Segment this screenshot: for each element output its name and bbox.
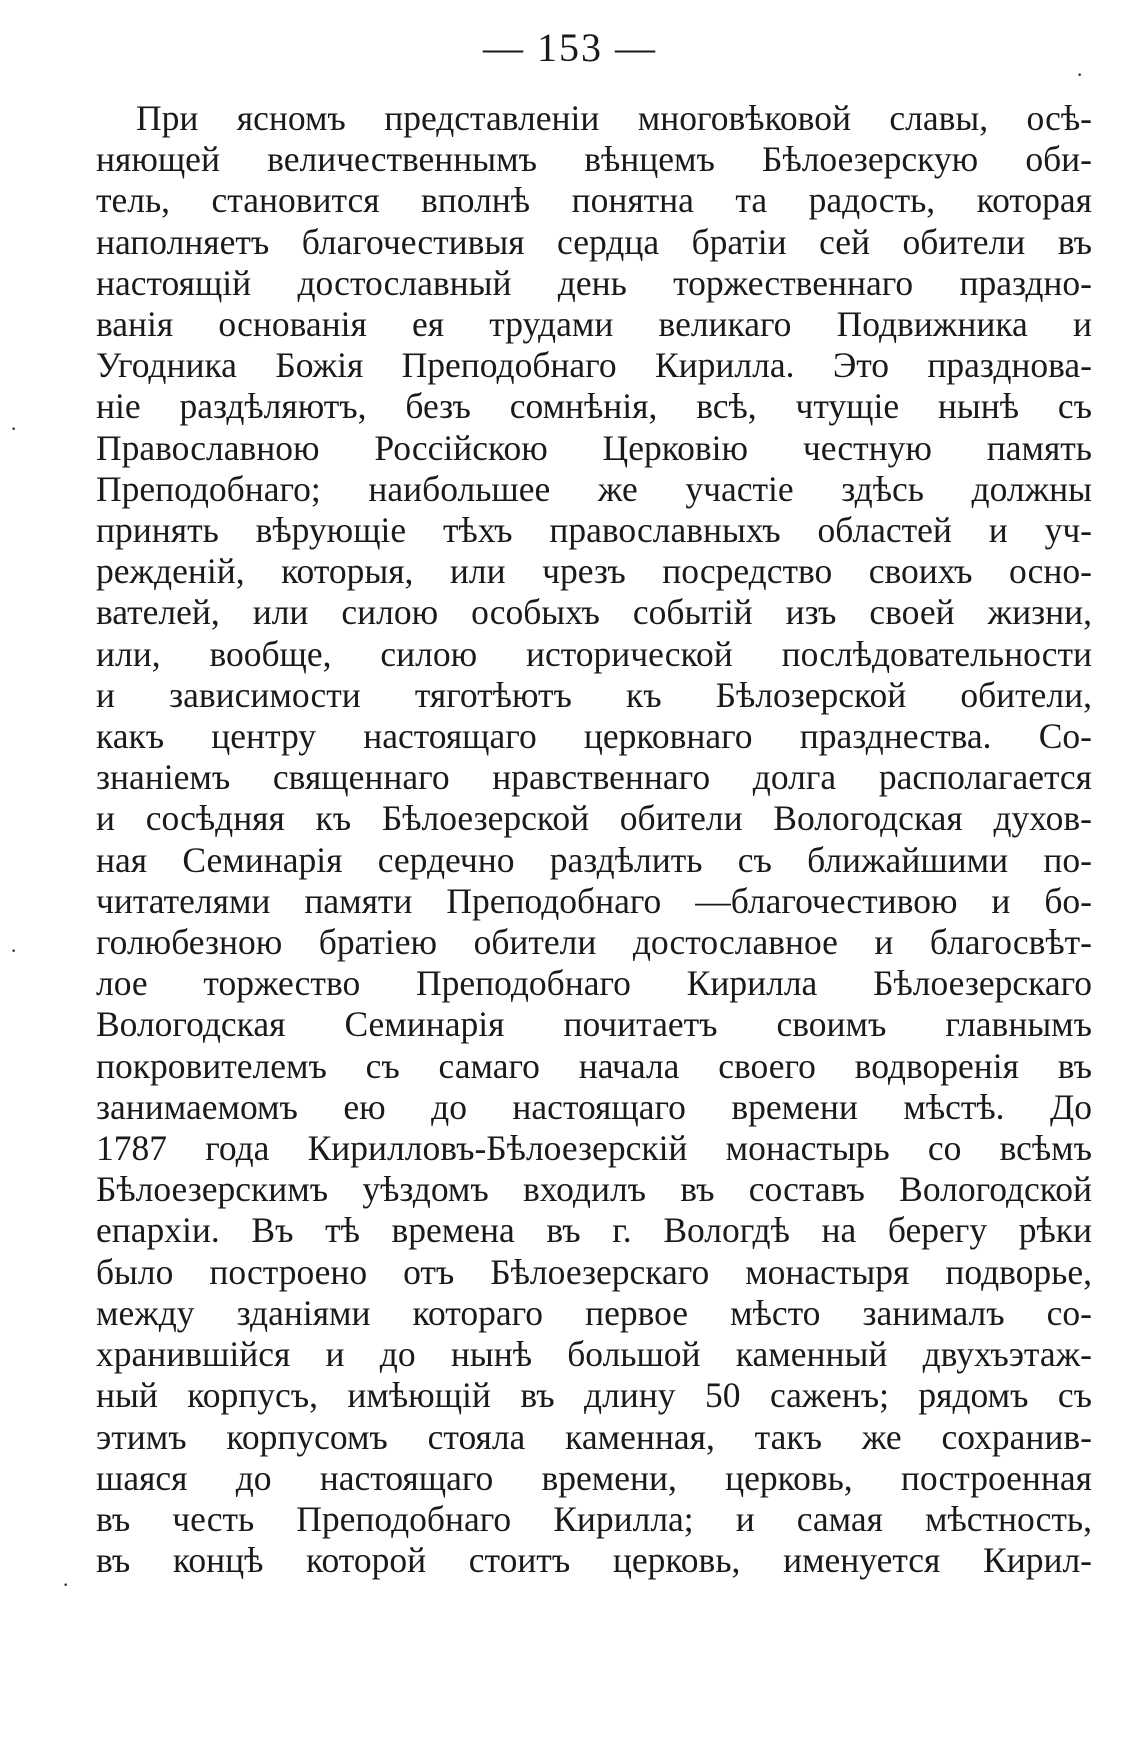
text-line: епархіи. Въ тѣ времена въ г. Вологдѣ на берегу рѣки [96, 1210, 1092, 1251]
text-line: няющей величественнымъ вѣнцемъ Бѣлоезерскую оби- [96, 139, 1092, 180]
text-line: Угодника Божія Преподобнаго Кирилла. Это празднова- [96, 345, 1092, 386]
text-line: между зданіями котораго первое мѣсто занималъ со- [96, 1292, 1092, 1333]
text-line: ный корпусъ, имѣющій въ длину 50 саженъ; рядомъ съ [96, 1375, 1092, 1416]
text-line: шаяся до настоящаго времени, церковь, построенная [96, 1457, 1092, 1498]
text-line: наполняетъ благочестивыя сердца братіи сей обители въ [96, 221, 1092, 262]
text-line: этимъ корпусомъ стояла каменная, такъ же сохранив- [96, 1416, 1092, 1457]
text-line: При ясномъ представленіи многовѣковой славы, осѣ- [136, 98, 1092, 138]
text-line: ніе раздѣляютъ, безъ сомнѣнія, всѣ, чтущіе нынѣ съ [96, 386, 1092, 427]
text-line: режденій, которыя, или чрезъ посредство своихъ осно- [96, 551, 1092, 592]
text-line: занимаемомъ ею до настоящаго времени мѣстѣ. До [96, 1086, 1092, 1127]
text-line: принять вѣрующіе тѣхъ православныхъ областей и уч- [96, 510, 1092, 551]
text-line: покровителемъ съ самаго начала своего водворенія въ [96, 1045, 1092, 1086]
text-line: голюбезною братіею обители достославное и благосвѣт- [96, 922, 1092, 963]
margin-speck: · [1076, 62, 1084, 87]
text-line: тель, становится вполнѣ понятна та радость, которая [96, 180, 1092, 221]
text-line: читателями памяти Преподобнаго —благочестивою и бо- [96, 880, 1092, 921]
text-line: и сосѣдняя къ Бѣлоезерской обители Вологодская духов- [96, 798, 1092, 839]
text-line: ванія основанія ея трудами великаго Подвижника и [96, 304, 1092, 345]
text-line: вателей, или силою особыхъ событій изъ своей жизни, [96, 592, 1092, 633]
text-line: хранившійся и до нынѣ большой каменный двухъэтаж- [96, 1334, 1092, 1375]
body-text [96, 98, 1092, 1581]
text-line: и зависимости тяготѣютъ къ Бѣлозерской обители, [96, 674, 1092, 715]
margin-speck: · [10, 416, 18, 441]
margin-speck: · [62, 1572, 70, 1597]
text-line: было построено отъ Бѣлоезерскаго монастыря подворье, [96, 1251, 1092, 1292]
text-line: или, вообще, силою исторической послѣдовательности [96, 633, 1092, 674]
text-line: Вологодская Семинарія почитаетъ своимъ главнымъ [96, 1004, 1092, 1045]
text-line: Преподобнаго; наибольшее же участіе здѣсь должны [96, 468, 1092, 509]
text-line: въ честь Преподобнаго Кирилла; и самая мѣстность, [96, 1498, 1092, 1539]
text-line: 1787 года Кирилловъ-Бѣлоезерскій монастырь со всѣмъ [96, 1128, 1092, 1169]
text-line: ная Семинарія сердечно раздѣлить съ ближайшими по- [96, 839, 1092, 880]
text-line: лое торжество Преподобнаго Кирилла Бѣлоезерскаго [96, 963, 1092, 1004]
text-line: Бѣлоезерскимъ уѣздомъ входилъ въ составъ Вологодской [96, 1169, 1092, 1210]
text-line: въ концѣ которой стоитъ церковь, именуется Кирил- [96, 1540, 1092, 1581]
text-line: Православною Россійскою Церковію честную память [96, 427, 1092, 468]
text-line: знаніемъ священнаго нравственнаго долга располагается [96, 757, 1092, 798]
text-line: настоящій достославный день торжественнаго праздно- [96, 262, 1092, 303]
margin-speck: · [10, 938, 18, 963]
page-number: — 153 — [483, 25, 657, 70]
text-line: какъ центру настоящаго церковнаго празднества. Со- [96, 716, 1092, 757]
